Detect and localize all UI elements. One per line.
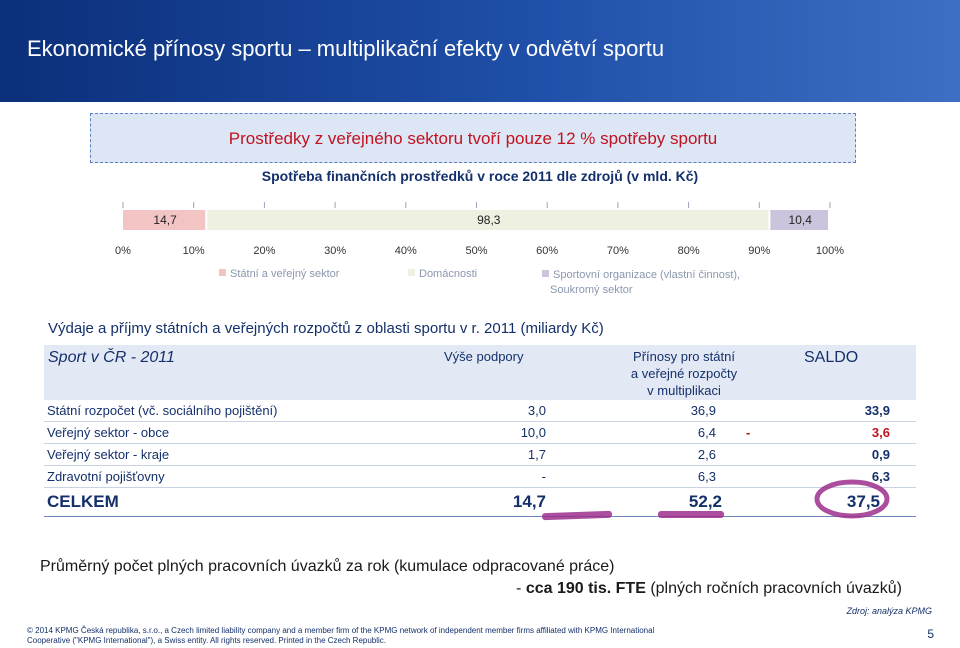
legend-swatch bbox=[219, 269, 226, 276]
fte-text-line2 bbox=[516, 580, 902, 598]
x-tick-label: 20% bbox=[253, 245, 276, 257]
stacked-bar-chart bbox=[0, 0, 960, 300]
row-name: Veřejný sektor - kraje bbox=[47, 447, 170, 462]
bar-data-label: 98,3 bbox=[477, 213, 501, 227]
row-saldo: 3,6 bbox=[871, 425, 890, 440]
page-number: 5 bbox=[927, 627, 934, 641]
table-header bbox=[44, 345, 916, 400]
page-title: Ekonomické přínosy sportu – multiplikační efekty v odvětví sportu bbox=[27, 36, 665, 61]
row-benefit: 36,9 bbox=[690, 403, 716, 418]
row-benefit: 2,6 bbox=[697, 447, 716, 462]
footer-line2: Cooperative ("KPMG International"), a Swiss entity. All rights reserved. Printed in the Czech Republic. bbox=[27, 636, 387, 645]
legend-label: Sportovní organizace (vlastní činnost), bbox=[553, 269, 741, 281]
legend-item-public bbox=[219, 268, 339, 280]
total-name: CELKEM bbox=[47, 492, 119, 511]
row-support: 1,7 bbox=[527, 447, 546, 462]
row-benefit: 6,4 bbox=[697, 425, 716, 440]
x-tick-label: 80% bbox=[677, 245, 700, 257]
legend-swatch bbox=[408, 269, 415, 276]
row-benefit: 6,3 bbox=[697, 469, 716, 484]
highlight-circle-saldo bbox=[812, 477, 892, 521]
row-name: Veřejný sektor - obce bbox=[47, 425, 170, 440]
table-row bbox=[44, 444, 916, 466]
x-tick-label: 70% bbox=[606, 245, 629, 257]
chart-subtitle: Spotřeba finančních prostředků v roce 2011 dle zdrojů (v mld. Kč) bbox=[261, 168, 699, 184]
x-tick-label: 0% bbox=[115, 245, 131, 257]
x-tick-label: 100% bbox=[815, 245, 845, 257]
row-name: Zdravotní pojišťovny bbox=[47, 469, 165, 484]
x-tick-label: 10% bbox=[182, 245, 205, 257]
callout-text: Prostředky z veřejného sektoru tvoří pouze 12 % spotřeby sportu bbox=[228, 129, 718, 148]
header-support: Výše podpory bbox=[444, 349, 524, 364]
fte-suffix: (plných ročních pracovních úvazků) bbox=[645, 580, 902, 597]
total-benefit: 52,2 bbox=[688, 492, 722, 511]
table-row bbox=[44, 400, 916, 422]
footer-legal bbox=[27, 626, 677, 646]
row-support: 3,0 bbox=[527, 403, 546, 418]
bar-data-label: 14,7 bbox=[153, 213, 177, 227]
x-tick-label: 60% bbox=[536, 245, 559, 257]
fte-value: cca 190 tis. FTE bbox=[525, 580, 646, 597]
fte-text-line1: Průměrný počet plných pracovních úvazků za rok (kumulace odpracované práce) bbox=[40, 558, 615, 575]
total-support: 14,7 bbox=[512, 492, 546, 511]
legend-swatch bbox=[542, 270, 549, 277]
header-sport: Sport v ČR - 2011 bbox=[48, 349, 175, 366]
row-support: - bbox=[541, 469, 546, 484]
source-note: Zdroj: analýza KPMG bbox=[846, 606, 932, 616]
legend-item-households bbox=[408, 268, 477, 280]
highlight-underline-benefit bbox=[658, 511, 724, 518]
table-row bbox=[44, 466, 916, 488]
fte-prefix: - bbox=[516, 580, 526, 597]
x-tick-label: 50% bbox=[465, 245, 488, 257]
total-saldo: 37,5 bbox=[846, 492, 880, 511]
header-benefit-3: v multiplikaci bbox=[647, 383, 721, 398]
x-tick-label: 90% bbox=[748, 245, 771, 257]
highlight-underline-support bbox=[542, 511, 612, 520]
legend-label-line2: Soukromý sektor bbox=[550, 284, 633, 296]
row-saldo: 6,3 bbox=[871, 469, 890, 484]
row-name: Státní rozpočet (vč. sociálního pojištění) bbox=[47, 403, 278, 418]
table-title: Výdaje a příjmy státních a veřejných rozpočtů z oblasti sportu v r. 2011 (miliardy Kč) bbox=[48, 320, 604, 337]
header-benefit-1: Přínosy pro státní bbox=[633, 349, 735, 364]
legend-label: Státní a veřejný sektor bbox=[230, 268, 340, 280]
x-tick-label: 30% bbox=[324, 245, 347, 257]
x-tick-label: 40% bbox=[394, 245, 417, 257]
header-saldo: SALDO bbox=[804, 349, 859, 366]
legend-item-sport-orgs bbox=[542, 268, 740, 298]
legend-label: Domácnosti bbox=[419, 268, 478, 280]
row-sign: - bbox=[746, 425, 751, 440]
row-saldo: 33,9 bbox=[864, 403, 890, 418]
row-saldo: 0,9 bbox=[871, 447, 890, 462]
table-total-row bbox=[44, 490, 916, 517]
bar-data-label: 10,4 bbox=[788, 213, 812, 227]
table-row bbox=[44, 422, 916, 444]
row-support: 10,0 bbox=[520, 425, 546, 440]
footer-line1: © 2014 KPMG Česká republika, s.r.o., a Czech limited liability company and a member firm of the KPMG network of independent member firms affiliated with KPMG International bbox=[27, 626, 655, 635]
header-benefit-2: a veřejné rozpočty bbox=[630, 366, 738, 381]
